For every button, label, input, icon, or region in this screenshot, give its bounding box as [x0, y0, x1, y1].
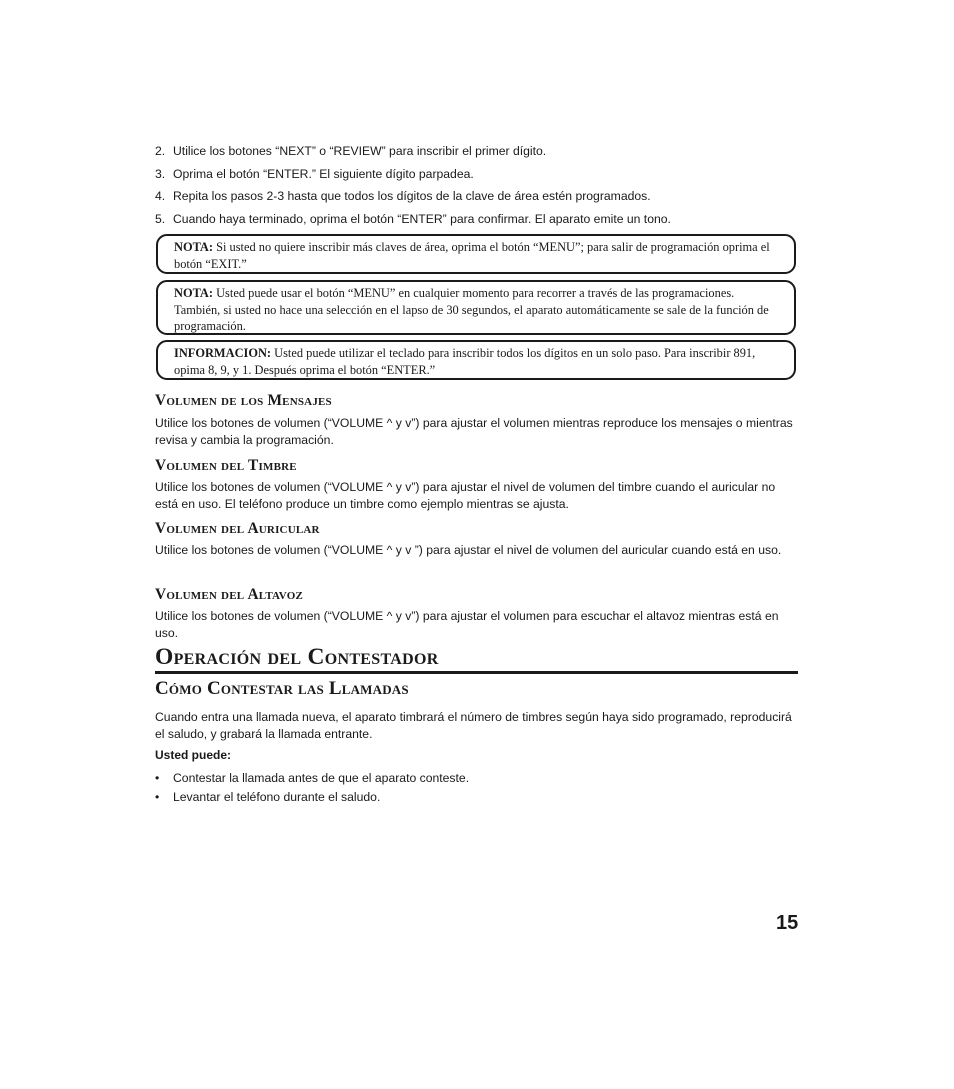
list-item: • Levantar el teléfono durante el saludo.	[155, 790, 469, 809]
note-text: Usted puede utilizar el teclado para inscribir todos los dígitos en un solo paso. Para inscribir 891, opima 8, 9, y 1. Después oprima el botón “ENTER.”	[174, 346, 756, 377]
section-body: Utilice los botones de volumen (“VOLUME ^ y v”) para ajustar el volumen para escuchar el altavoz mientras está en uso.	[155, 609, 779, 640]
sub-heading: Cómo Contestar las Llamadas	[155, 678, 409, 699]
section-heading: Volumen del Auricular	[155, 520, 320, 537]
note-label: NOTA:	[174, 240, 214, 254]
main-heading: Operación del Contestador	[155, 643, 798, 674]
step-text: Utilice los botones “NEXT” o “REVIEW” para inscribir el primer dígito.	[173, 144, 547, 158]
list-item: 2. Utilice los botones “NEXT” o “REVIEW” para inscribir el primer dígito.	[155, 144, 547, 158]
section-heading: Volumen del Timbre	[155, 457, 297, 474]
info-box-keypad	[156, 340, 796, 380]
note-label: NOTA:	[174, 286, 214, 300]
step-text: Cuando haya terminado, oprima el botón “ENTER” para confirmar. El aparato emite un tono.	[173, 211, 671, 226]
section-body: Utilice los botones de volumen (“VOLUME ^ y v”) para ajustar el nivel de volumen del timbre cuando el auricular no está en uso. El teléfono produce un timbre como ejemplo mientras se ajusta.	[155, 480, 776, 511]
section-body: Utilice los botones de volumen (“VOLUME ^ y v ”) para ajustar el nivel de volumen del auricular cuando está en uso.	[155, 543, 782, 557]
section-heading: Volumen del Altavoz	[155, 586, 303, 603]
step-text: Oprima el botón “ENTER.” El siguiente dígito parpadea.	[173, 166, 474, 181]
page-number: 15	[776, 912, 799, 934]
list-item: 3. Oprima el botón “ENTER.” El siguiente dígito parpadea.	[155, 166, 474, 181]
list-item: • Contestar la llamada antes de que el aparato conteste.	[155, 771, 469, 790]
list-item: 5. Cuando haya terminado, oprima el botón “ENTER” para confirmar. El aparato emite un tono.	[155, 211, 671, 226]
step-list	[155, 144, 805, 234]
step-text: Repita los pasos 2-3 hasta que todos los dígitos de la clave de área estén programados.	[173, 189, 651, 203]
intro-paragraph: Cuando entra una llamada nueva, el aparato timbrará el número de timbres según haya sido programado, reproducirá el saludo, y grabará la llamada entrante.	[155, 710, 792, 741]
bullet-list	[155, 771, 469, 809]
list-item: 4. Repita los pasos 2-3 hasta que todos los dígitos de la clave de área estén programados.	[155, 189, 651, 203]
section-heading: Volumen de los Mensajes	[155, 392, 332, 409]
note-label: INFORMACION:	[174, 346, 272, 360]
note-text: Usted puede usar el botón “MENU” en cualquier momento para recorrer a través de las programaciones. También, si usted no hace una selección en el lapso de 30 segundos, el aparato automáticamente se sale de la función de programación.	[174, 286, 769, 333]
section-body: Utilice los botones de volumen (“VOLUME ^ y v”) para ajustar el volumen mientras reproduce los mensajes o mientras revisa y cambia la programación.	[155, 416, 793, 447]
bullet-text: Contestar la llamada antes de que el aparato conteste.	[173, 771, 470, 785]
note-box-menu	[156, 280, 796, 335]
note-text: Si usted no quiere inscribir más claves de área, oprima el botón “MENU”; para salir de programación oprima el botón “EXIT.”	[174, 240, 770, 271]
bullet-text: Levantar el teléfono durante el saludo.	[173, 790, 381, 804]
usted-puede-label: Usted puede:	[155, 748, 232, 762]
note-box-exit	[156, 234, 796, 274]
